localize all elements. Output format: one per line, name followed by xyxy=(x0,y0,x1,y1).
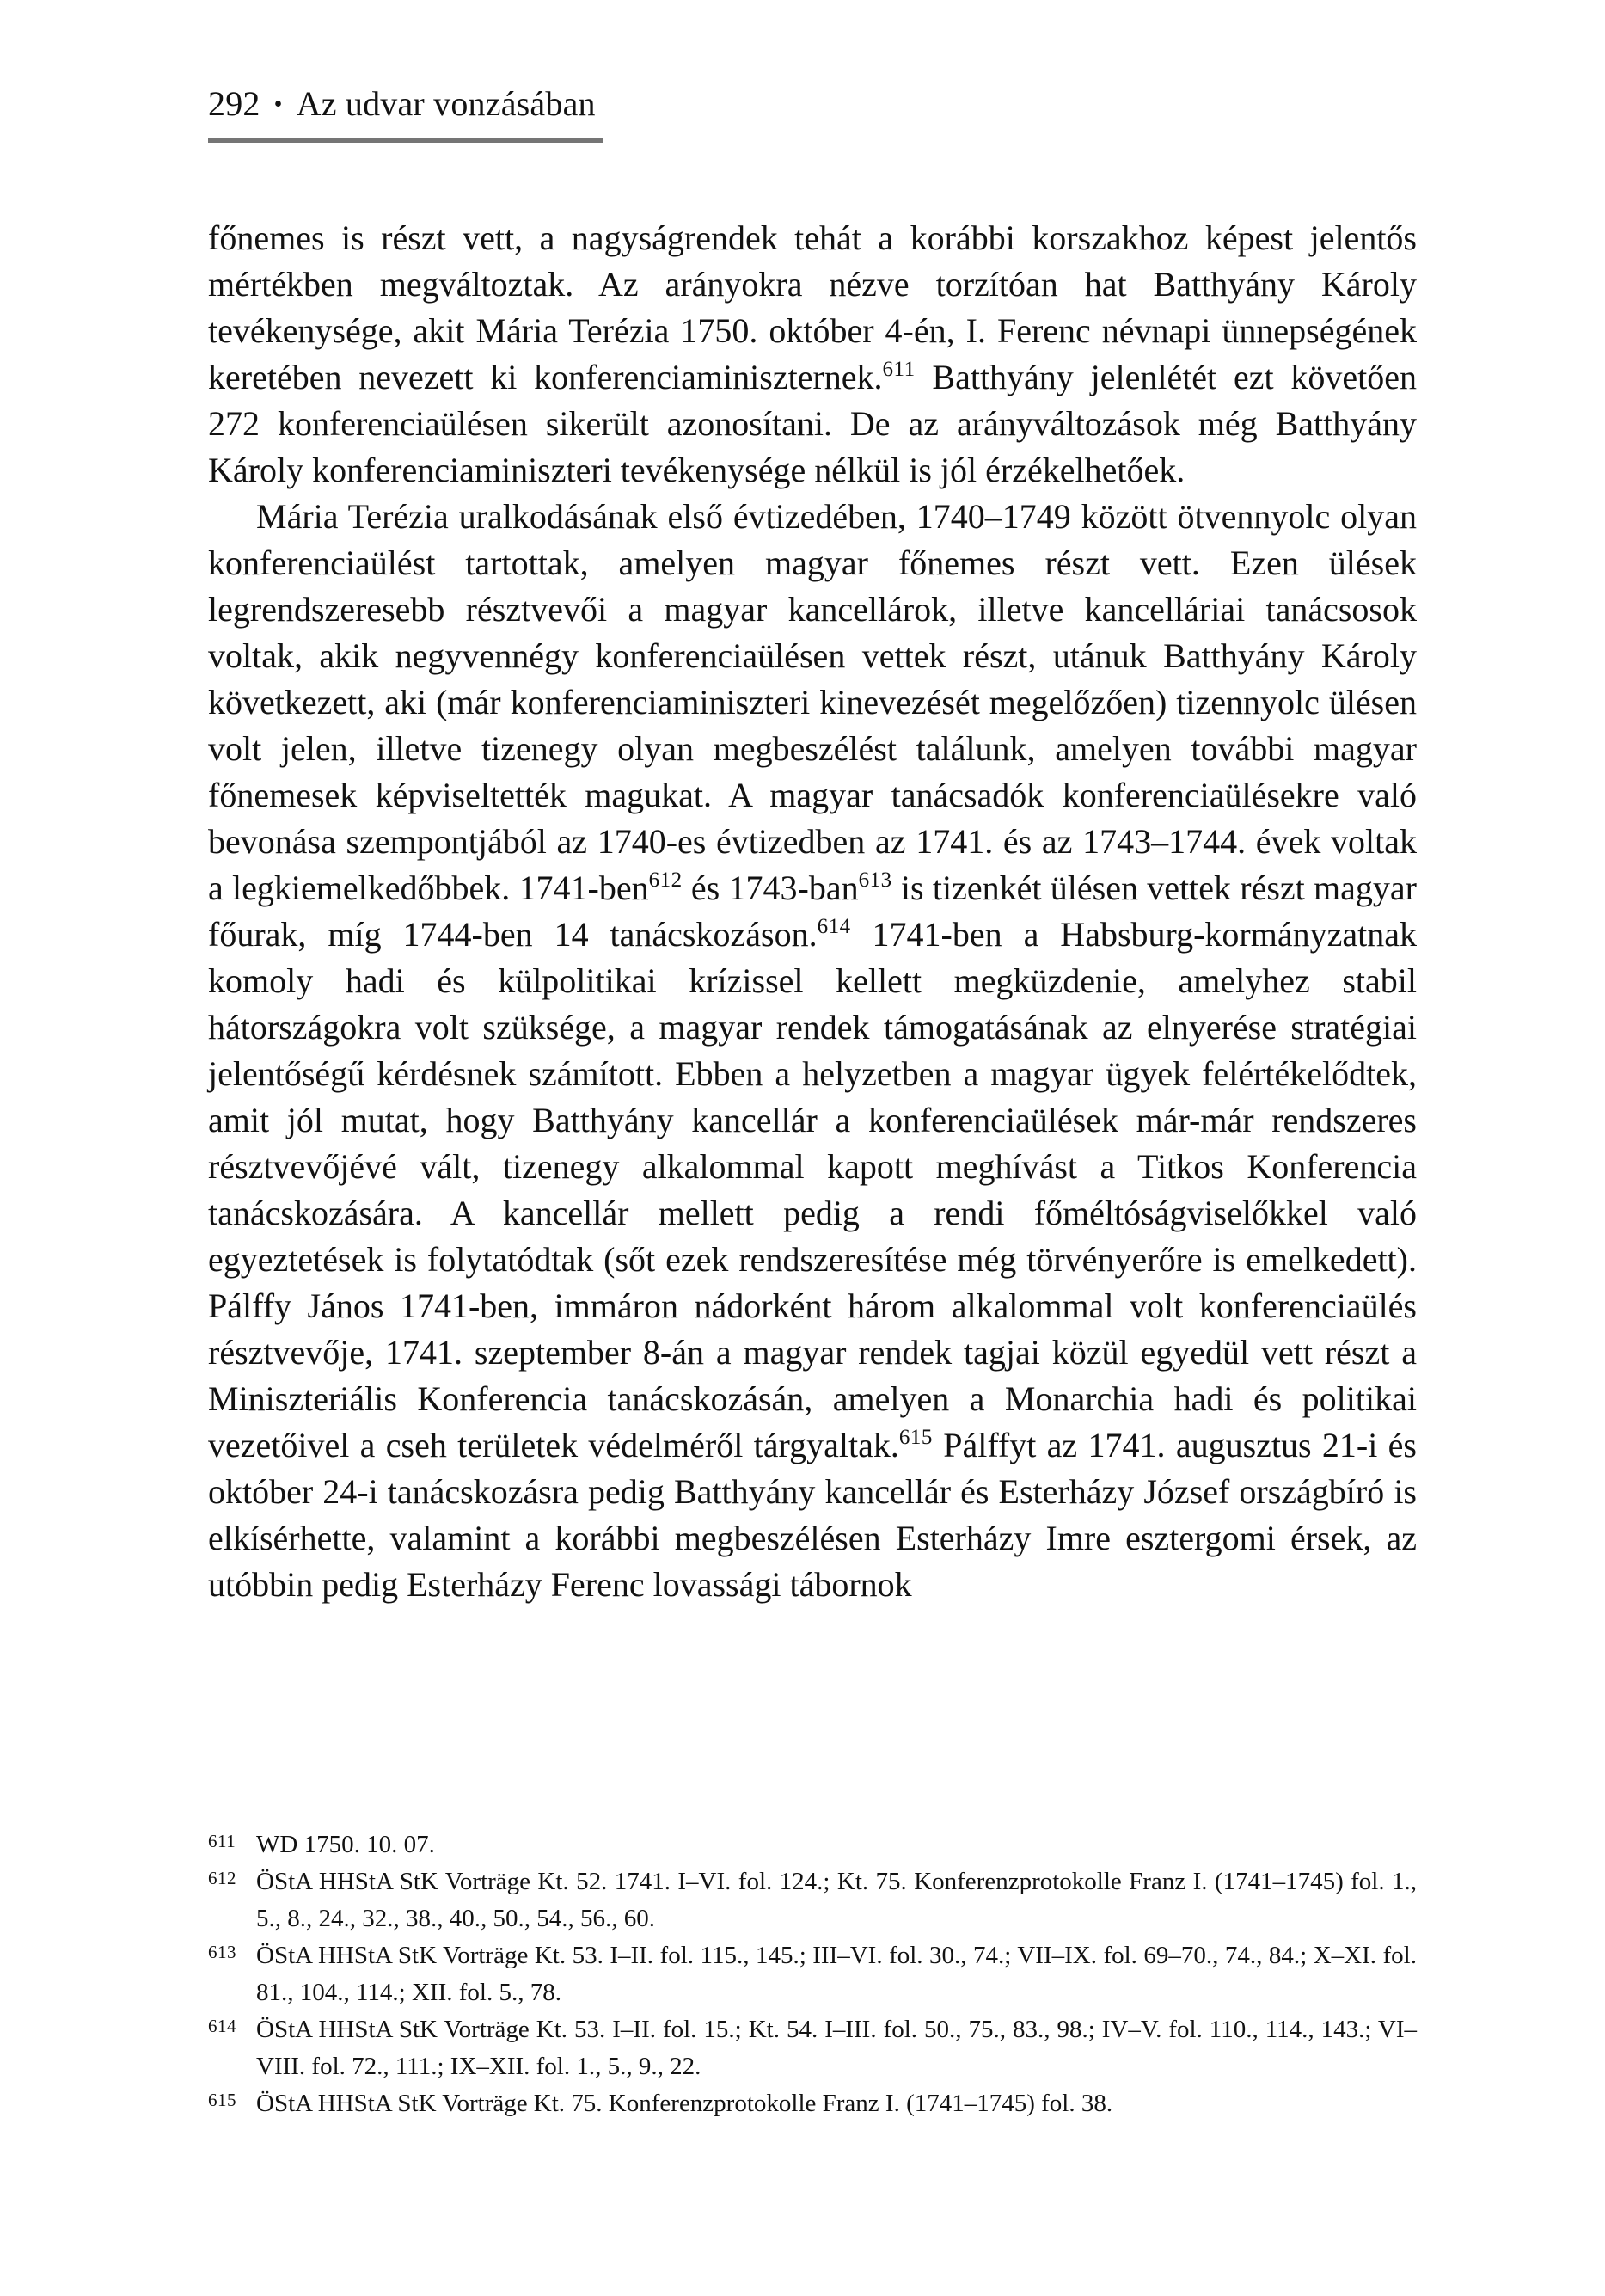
footnote-text: WD 1750. 10. 07. xyxy=(256,1831,435,1858)
footnote xyxy=(208,1937,1417,2011)
footnote-text: ÖStA HHStA StK Vorträge Kt. 52. 1741. I–VI. fol. 124.; Kt. 75. Konferenzprotokolle Franz I. (1741–1745) fol. 1., 5., 8., 24., 32., 38., 40., 50., 54., 56., 60. xyxy=(256,1868,1417,1932)
footnote-reference: 613 xyxy=(858,869,892,892)
footnote xyxy=(208,2085,1417,2122)
paragraph: főnemes is részt vett, a nagyságrendek tehát a korábbi korszakhoz képest jelentős mértékben megváltoztak. Az arányokra nézve torzítóan hat Batthyány Károly tevékenysége, akit Mária Terézia 1750. október 4-én, I. Ferenc névnapi ünnepségének keretében nevezett ki konferenciaminiszternek.$^{611}$ Batthyány jelenlétét ezt követően 272 konferenciaülésen sikerült azonosítani. De az arányváltozások még Batthyány Károly konferenciaminiszteri tevékenysége nélkül is jól érzékelhetőek. xyxy=(208,218,1417,489)
footnote xyxy=(208,2011,1417,2085)
footnote-text: ÖStA HHStA StK Vorträge Kt. 75. Konferenzprotokolle Franz I. (1741–1745) fol. 38. xyxy=(256,2090,1113,2117)
header-separator-bullet: • xyxy=(273,91,283,118)
header-rule xyxy=(208,138,603,143)
footnote-number: 614 xyxy=(208,2016,236,2036)
footnote-number: 611 xyxy=(208,1831,236,1851)
page-number: 292 xyxy=(208,84,260,123)
footnotes-list xyxy=(208,1826,1417,2122)
paragraph: Mária Terézia uralkodásának első évtizedében, 1740–1749 között ötvennyolc olyan konferenciaülést tartottak, amelyen magyar főnemes részt vett. Ezen ülések legrendszeresebb résztvevői a magyar kancellárok, illetve kancelláriai tanácsosok voltak, akik negyvennégy konferenciaülésen vettek részt, utánuk Batthyány Károly következett, aki (már konferenciaminiszteri kinevezését megelőzően) tizennyolc ülésen volt jelen, illetve tizenegy olyan megbeszélést találunk, amelyen további magyar főnemesek képviseltették magukat. A magyar tanácsadók konferenciaülésekre való bevonása szempontjából az 1740-es évtizedben az 1741. és az 1743–1744. évek voltak a legkiemelkedőbbek. 1741-ben$^{612}$ és 1743-ban$^{613}$ is tizenkét ülésen vettek részt magyar főurak, míg 1744-ben 14 tanácskozáson.$^{614}$ 1741-ben a Habsburg-kormányzatnak komoly hadi és külpolitikai krízissel kellett megküzdenie, amelyhez stabil hátországokra volt szüksége, a magyar rendek támogatásának az elnyerése stratégiai jelentőségű kérdésnek számított. Ebben a helyzetben a magyar ügyek felértékelődtek, amit jól mutat, hogy Batthyány kancellár a konferenciaülések már-már rendszeres résztvevőjévé vált, tizenegy alkalommal kapott meghívást a Titkos Konferencia tanácskozására. A kancellár mellett pedig a rendi főméltóságviselőkkel való egyeztetések is folytatódtak (sőt ezek rendszeresítése még törvényerőre is emelkedett). Pálffy János 1741-ben, immáron nádorként három alkalommal volt konferenciaülés résztvevője, 1741. szeptember 8-án a magyar rendek tagjai közül egyedül vett részt a Miniszteriális Konferencia tanácskozásán, amelyen a Monarchia hadi és politikai vezetőivel a cseh területek védelméről tárgyaltak.$^{615}$ Pálffyt az 1741. augusztus 21-i és október 24-i tanácskozásra pedig Batthyány kancellár és Esterházy József országbíró is elkísérhette, valamint a korábbi megbeszélésen Esterházy Imre esztergomi érsek, az utóbbin pedig Esterházy Ferenc lovassági tábornok xyxy=(208,497,1418,1604)
footnote-number: 612 xyxy=(208,1868,236,1888)
footnote-text: ÖStA HHStA StK Vorträge Kt. 53. I–II. fol. 15.; Kt. 54. I–III. fol. 50., 75., 83., 98.; IV–V. fol. 110., 114., 143.; VI–VIII. fol. 72., 111.; IX–XII. fol. 1., 5., 9., 22. xyxy=(256,2016,1417,2080)
footnote-text: ÖStA HHStA StK Vorträge Kt. 53. I–II. fol. 115., 145.; III–VI. fol. 30., 74.; VII–IX. fol. 69–70., 74., 84.; X–XI. fol. 81., 104., 114.; XII. fol. 5., 78. xyxy=(256,1942,1417,2006)
footnote-reference: 615 xyxy=(898,1426,933,1449)
footnote-number: 615 xyxy=(208,2090,236,2110)
footnote-reference: 611 xyxy=(882,358,916,381)
page-header xyxy=(208,84,1417,143)
footnote xyxy=(208,1863,1417,1937)
running-title: Az udvar vonzásában xyxy=(296,84,596,123)
footnote-number: 613 xyxy=(208,1942,236,1962)
footnote-reference: 612 xyxy=(648,869,683,892)
footnote-reference: 614 xyxy=(817,915,851,938)
footnote xyxy=(208,1826,1417,1863)
body-text xyxy=(208,215,1417,1608)
